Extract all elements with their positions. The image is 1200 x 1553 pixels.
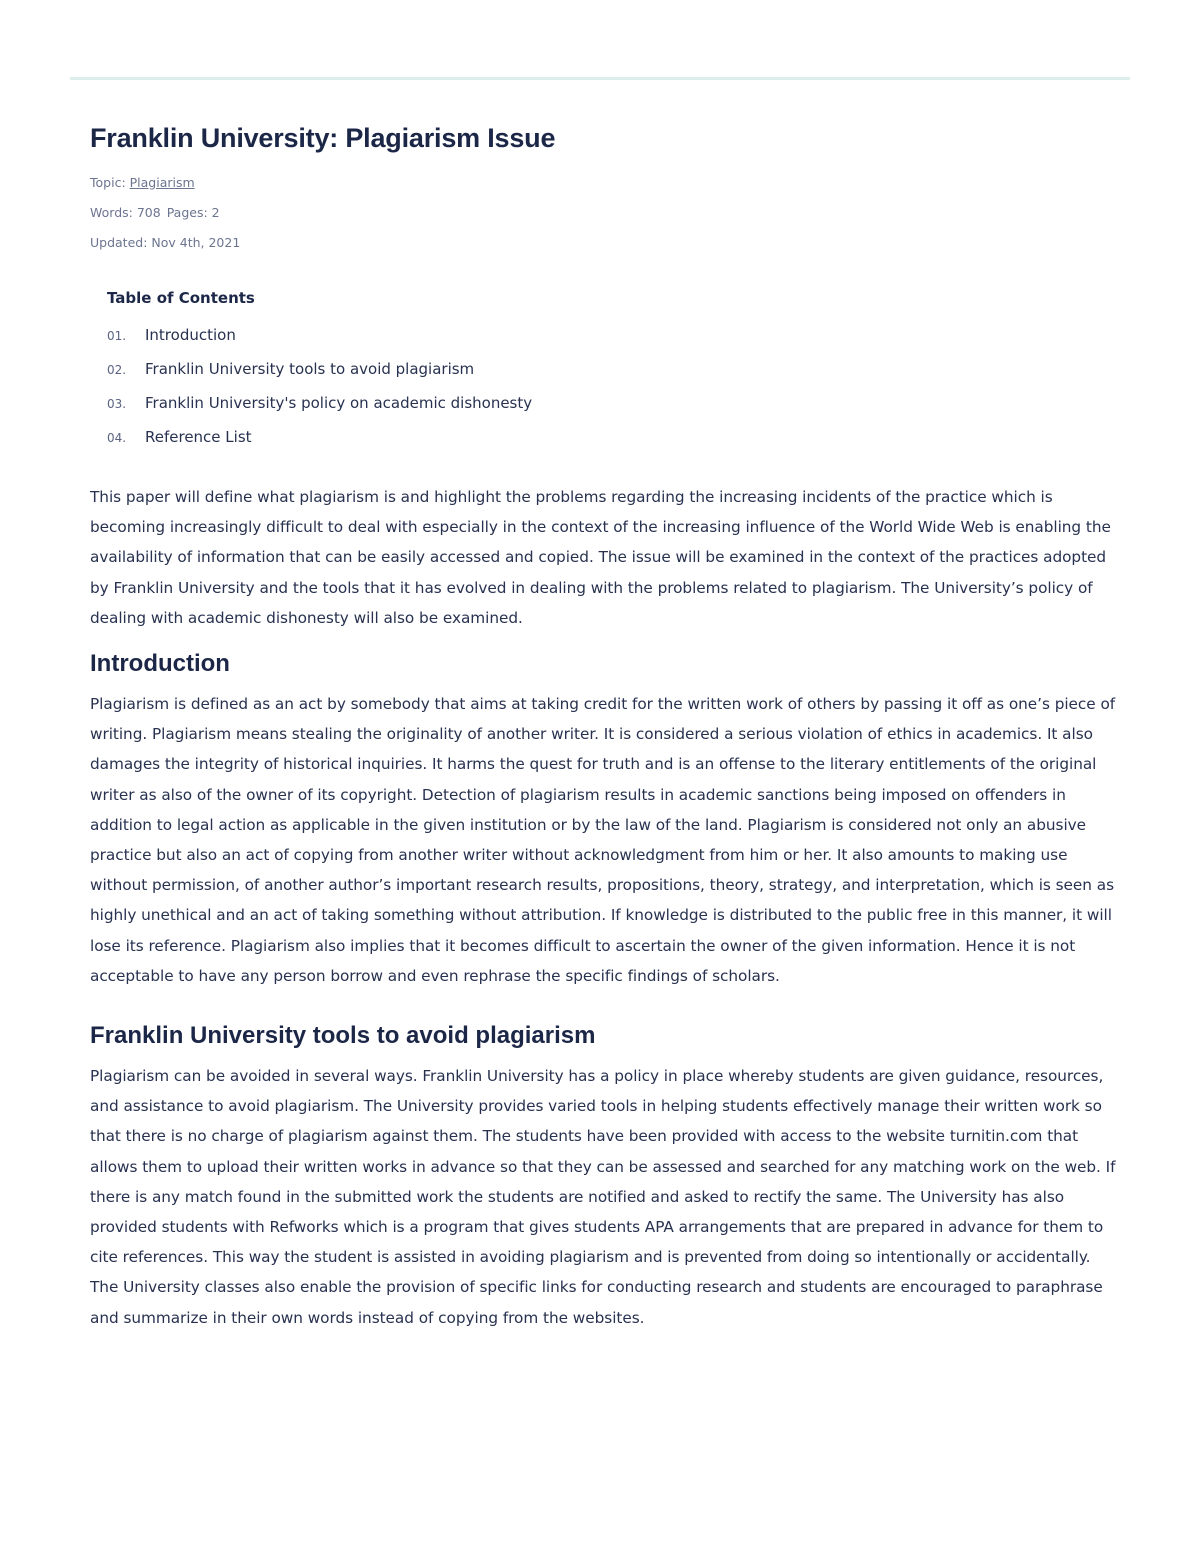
top-divider [70, 77, 1130, 80]
toc-item-tools[interactable] [107, 352, 1120, 386]
section-heading-tools: Franklin University tools to avoid plagiarism [90, 1022, 596, 1050]
section-body-tools: Plagiarism can be avoided in several ways. Franklin University has a policy in place whereby students are given guidance, resources, and assistance to avoid plagiarism. The University provides varied tools in helping students effectively manage their written work so that there is no charge of plagiarism against them. The students have been provided with access to the website turnitin.com that allows them to upload their written works in advance so that they can be assessed and searched for any matching work on the web. If there is any match found in the submitted work the students are notified and asked to rectify the same. The University has also provided students with Refworks which is a program that gives students APA arrangements that are prepared in advance for them to cite references. This way the student is assisted in avoiding plagiarism and is prevented from doing so intentionally or accidentally. The University classes also enable the provision of specific links for conducting research and students are encouraged to paraphrase and summarize in their own words instead of copying from the websites. [90, 1067, 1116, 1327]
toc-item-references[interactable] [107, 420, 1120, 454]
toc-item-label[interactable]: Franklin University's policy on academic dishonesty [145, 394, 533, 412]
toc-item-label[interactable]: Introduction [145, 326, 236, 344]
meta-words: Words: 708 [90, 205, 161, 220]
toc-item-introduction[interactable] [107, 318, 1120, 352]
toc-title: Table of Contents [107, 289, 255, 307]
document-page [90, 120, 1120, 1333]
topic-link[interactable]: Plagiarism [129, 175, 195, 190]
document-meta [90, 168, 1120, 258]
toc-item-label[interactable]: Reference List [145, 428, 252, 446]
meta-pages: Pages: 2 [166, 205, 220, 220]
section-body-introduction: Plagiarism is defined as an act by somebody that aims at taking credit for the written work of others by passing it off as one’s piece of writing. Plagiarism means stealing the originality of another writer. It is considered a serious violation of ethics in academics. It also damages the integrity of historical inquiries. It harms the quest for truth and is an offense to the literary entitlements of the original writer as also of the owner of its copyright. Detection of plagiarism results in academic sanctions being imposed on offenders in addition to legal action as applicable in the given institution or by the law of the land. Plagiarism is considered not only an abusive practice but also an act of copying from another writer without acknowledgment from him or her. It also amounts to making use without permission, of another author’s important research results, propositions, theory, strategy, and interpretation, which is seen as highly unethical and an act of taking something without attribution. If knowledge is distributed to the public free in this manner, it will lose its reference. Plagiarism also implies that it becomes difficult to ascertain the owner of the given information. Hence it is not acceptable to have any person borrow and even rephrase the specific findings of scholars. [90, 695, 1116, 985]
toc-item-label[interactable]: Franklin University tools to avoid plagiarism [145, 360, 475, 378]
meta-topic-label: Topic: [90, 175, 126, 190]
toc-item-policy[interactable] [107, 386, 1120, 420]
abstract-paragraph: This paper will define what plagiarism is and highlight the problems regarding the increasing incidents of the practice which is becoming increasingly difficult to deal with especially in the context of the increasing influence of the World Wide Web is enabling the availability of information that can be easily accessed and copied. The issue will be examined in the context of the practices adopted by Franklin University and the tools that it has evolved in dealing with the problems related to plagiarism. The University’s policy of dealing with academic dishonesty will also be examined. [90, 488, 1111, 627]
page-title: Franklin University: Plagiarism Issue [90, 123, 556, 153]
toc-item-number: 02. [107, 363, 127, 377]
table-of-contents [107, 286, 1120, 454]
toc-item-number: 03. [107, 397, 127, 411]
meta-topic [90, 168, 1120, 198]
toc-item-number: 04. [107, 431, 127, 445]
section-heading-introduction: Introduction [90, 650, 230, 678]
meta-updated: Updated: Nov 4th, 2021 [90, 235, 241, 250]
toc-item-number: 01. [107, 329, 127, 343]
meta-counts [90, 198, 1120, 228]
